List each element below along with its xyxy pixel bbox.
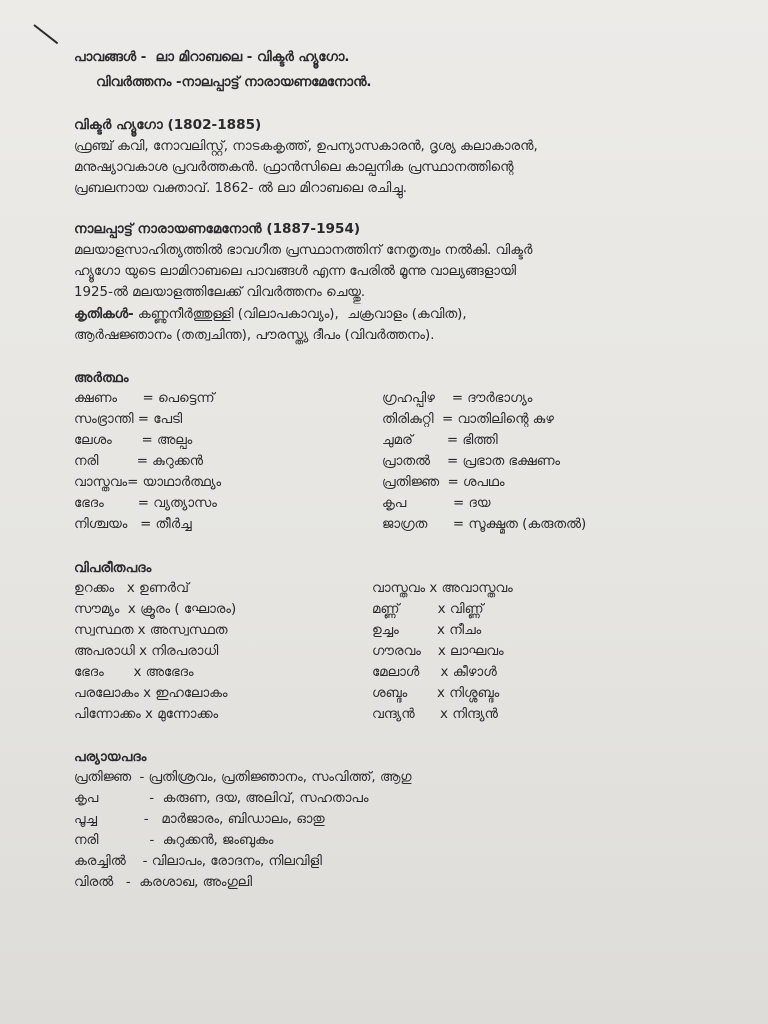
meaning-left-7: നിശ്ചയം = തീർച്ച (74, 517, 192, 532)
synonym-item-5: കരച്ചിൽ - വിലാപം, രോദനം, നിലവിളി (74, 854, 322, 869)
meaning-right-1: ഗ്രഹപ്പിഴ = ദൗർഭാഗ്യം (382, 391, 533, 406)
antonym-left-2: സൗമ്യം x ക്രൂരം ( ഘോരം) (74, 602, 237, 617)
meanings-heading: അർത്ഥം (74, 370, 129, 386)
works-list-1: കണ്ണുനീർത്തുള്ളി (വിലാപകാവ്യം), ചക്രവാളം (കവിത), (133, 307, 467, 322)
synonym-item-4: നരി - കുറുക്കൻ, ജംബുകം (74, 833, 274, 848)
menon-works-line-1 (74, 307, 467, 322)
meaning-right-3: ചുമര് = ഭിത്തി (382, 433, 498, 448)
meaning-right-4: പ്രാതൽ = പ്രഭാത ഭക്ഷണം (382, 454, 560, 469)
meaning-left-4: നരി = കുറുക്കൻ (74, 454, 203, 469)
meaning-left-6: ഭേദം = വ്യത്യാസം (74, 496, 217, 511)
meaning-left-3: ലേശം = അല്പം (74, 433, 193, 448)
title-line-1: പാവങ്ങൾ - ലാ മിറാബലെ - വിക്ടർ ഹ്യൂഗോ. (74, 50, 350, 65)
antonym-right-6: ശബ്ദം x നിശ്ശബ്ദം (372, 686, 500, 701)
menon-works-line-2: ആർഷജ്ഞാനം (തത്വചിന്ത), പൗരസ്ത്യ ദീപം (വിവർത്തനം). (74, 328, 435, 343)
synonym-item-1: പ്രതിജ്ഞ - പ്രതിശ്രവം, പ്രതിജ്ഞാനം, സംവിത്ത്, ആഗു (74, 770, 412, 785)
antonyms-heading: വിപരീതപദം (74, 560, 152, 576)
antonym-left-5: ഭേദം x അഭേദം (74, 665, 194, 680)
hugo-line-3: പ്രബലനായ വക്താവ്. 1862- ൽ ലാ മിറാബലെ രചിച്ചു. (74, 181, 408, 196)
hugo-heading: വിക്ടർ ഹ്യൂഗോ (1802-1885) (74, 117, 262, 133)
meaning-right-7: ജാഗ്രത = സൂക്ഷ്മത (കരുതൽ) (382, 517, 587, 532)
antonym-right-2: മണ്ണ് x വിണ്ണ് (372, 602, 484, 617)
antonym-left-6: പരലോകം x ഇഹലോകം (74, 686, 228, 701)
antonym-left-7: പിന്നോക്കം x മുന്നോക്കം (74, 707, 219, 722)
synonym-item-6: വിരൽ - കരശാഖ, അംഗുലി (74, 875, 252, 890)
menon-heading: നാലപ്പാട്ട് നാരായണമേനോൻ (1887-1954) (74, 221, 361, 237)
meaning-right-5: പ്രതിജ്ഞ = ശപഥം (382, 475, 505, 490)
antonym-left-3: സ്വസ്ഥത x അസ്വസ്ഥത (74, 623, 228, 638)
title-line-2: വിവർത്തനം -നാലപ്പാട്ട് നാരായണമേനോൻ. (96, 75, 372, 90)
antonym-right-1: വാസ്തവം x അവാസ്തവം (372, 581, 513, 596)
hugo-line-1: ഫ്രഞ്ച് കവി, നോവലിസ്റ്റ്, നാടകകൃത്ത്, ഉപന്യാസകാരൻ, ദൃശ്യ കലാകാരൻ, (74, 139, 538, 154)
menon-line-2: ഹ്യൂഗോ യുടെ ലാമിറാബലെ പാവങ്ങൾ എന്ന പേരിൽ മൂന്നു വാല്യങ്ങളായി (74, 264, 516, 279)
meaning-right-6: കൃപ = ദയ (382, 496, 491, 511)
antonym-right-3: ഉച്ചം x നീചം (372, 623, 482, 638)
antonym-right-5: മേലാൾ x കീഴാൾ (372, 665, 497, 680)
synonyms-heading: പര്യായപദം (74, 749, 147, 765)
synonym-item-2: കൃപ - കരുണ, ദയ, അലിവ്, സഹതാപം (74, 791, 369, 806)
meaning-left-5: വാസ്തവം= യാഥാർത്ഥ്യം (74, 475, 222, 490)
hugo-line-2: മനുഷ്യാവകാശ പ്രവർത്തകൻ. ഫ്രാൻസിലെ കാല്പനിക പ്രസ്ഥാനത്തിന്റെ (74, 160, 514, 175)
antonym-right-4: ഗൗരവം x ലാഘവം (372, 644, 504, 659)
works-label: കൃതികൾ- (74, 307, 134, 322)
menon-line-3: 1925-ൽ മലയാളത്തിലേക്ക് വിവർത്തനം ചെയ്തു. (74, 285, 366, 300)
menon-line-1: മലയാളസാഹിത്യത്തിൽ ഭാവഗീത പ്രസ്ഥാനത്തിന് നേതൃത്വം നൽകി. വിക്ടർ (74, 243, 533, 258)
synonym-item-3: പൂച്ച - മാർജാരം, ബിഡാലം, ഓതു (74, 812, 325, 827)
antonym-left-1: ഉറക്കം x ഉണർവ് (74, 581, 189, 596)
meaning-right-2: തിരികുറ്റി = വാതിലിന്റെ കുഴ (382, 412, 554, 427)
antonym-right-7: വന്ദ്യൻ x നിന്ദ്യൻ (372, 707, 498, 722)
pen-stroke-mark (33, 24, 58, 44)
meaning-left-1: ക്ഷണം = പെട്ടെന്ന് (74, 391, 215, 406)
antonym-left-4: അപരാധി x നിരപരാധി (74, 644, 219, 659)
meaning-left-2: സംഭ്രാന്തി = പേടി (74, 412, 183, 427)
